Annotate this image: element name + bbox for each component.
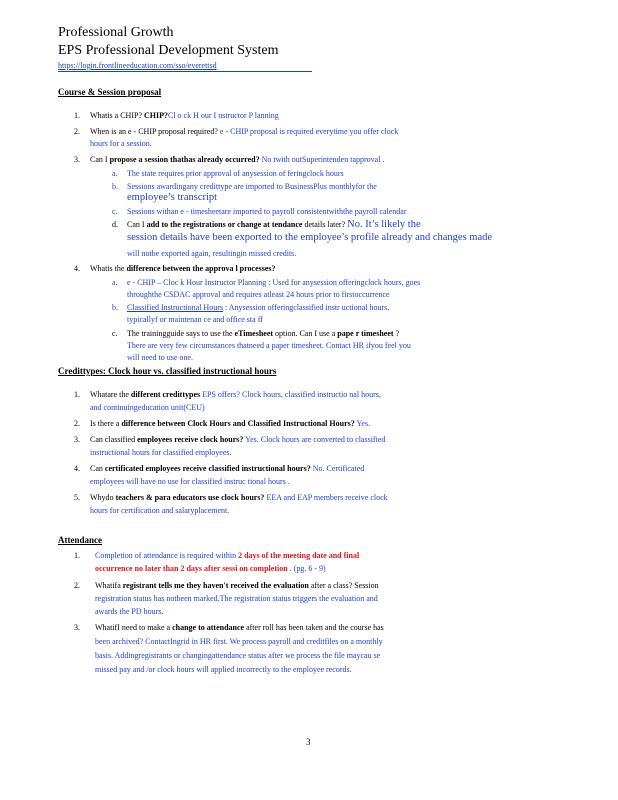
subitem-continuation: employee’s transcript <box>127 192 218 203</box>
term-underlined: Classified Instructional Hours <box>127 303 223 312</box>
question-bold: certificated employees receive classified instructional hours? <box>104 464 311 473</box>
faq-item-credit-types <box>90 389 381 401</box>
question-text: Can I <box>127 220 147 229</box>
question-bold: different credittypes <box>130 390 201 399</box>
sublist-letter: c. <box>112 207 118 216</box>
list-number: 2. <box>74 127 80 136</box>
answer-continuation: session details have been exported to the employee’s profile already and changes made <box>127 232 493 243</box>
sublist-letter: b. <box>112 303 118 312</box>
question-text: Whatifa <box>95 581 123 590</box>
answer-continuation: registration status has notbeen marked.The registration status triggers the evaluation and <box>95 594 378 603</box>
faq-item-change-attendance <box>95 622 384 634</box>
list-number: 3. <box>74 623 80 632</box>
answer-continuation: been archived? ContactIngrid in HR first. We process payroll and creditfiles on a monthly <box>95 637 383 646</box>
answer-text: Yes. Clock hours are converted to classified <box>243 435 386 444</box>
subitem-text: e - CHIP – Cloc k Hour Instructor Planning : Used for anysession offeringclock hours, goes <box>127 278 421 287</box>
question-bold: change to attendance <box>172 623 245 632</box>
list-number: 3. <box>74 155 80 164</box>
section-heading-credit-types: Credittypes: Clock hour vs. classified instructional hours <box>58 366 277 376</box>
question-text: WhatifI need to make a <box>95 623 173 632</box>
answer-continuation: There are very few circumstances thatneed a paper timesheet. Contact HR ifyou feel you <box>127 341 411 350</box>
question-bold: pape r timesheet <box>337 329 394 338</box>
question-bold: propose a session thathas already occurred? <box>109 155 260 164</box>
question-text: Can <box>90 464 105 473</box>
sublist-letter: c. <box>112 329 118 338</box>
faq-item-evaluation <box>95 580 379 592</box>
question-bold: teachers & para educators use clock hours? <box>115 493 265 502</box>
subitem-text: : Anysession offeringclassified instr uctional hours, <box>222 303 390 312</box>
question-text: after roll has been taken and the course has <box>244 623 384 632</box>
subitem-text: Sessions awardingany credittype are imported to BusinessPlus monthlyfor the <box>127 182 377 191</box>
answer-text: EPS offers? Clock hours, classified instructio nal hours, <box>200 390 381 399</box>
question-bold: eTimesheet <box>234 329 276 338</box>
list-number: 4. <box>74 264 80 273</box>
list-number: 1. <box>74 551 80 560</box>
faq-item-what-is-chip <box>90 110 279 122</box>
answer-text: Completion of attendance is required within <box>95 551 239 560</box>
subitem-classified-hours <box>127 302 389 314</box>
document-title-line1: Professional Growth <box>58 25 174 40</box>
answer-continuation: missed pay and /or clock hours will applied incorrectly to the employee records. <box>95 665 352 674</box>
list-number: 2. <box>74 419 80 428</box>
subitem-paper-timesheet <box>127 328 399 340</box>
faq-item-certificated-hours <box>90 463 364 475</box>
faq-item-when-chip-required <box>90 126 398 138</box>
subitem-continuation: typicallyf or maintenan ce and office sta ff <box>127 315 263 324</box>
list-number: 5. <box>74 493 80 502</box>
answer-continuation: awards the PD hours. <box>95 607 164 616</box>
answer-continuation: instructional hours for classified employees. <box>90 448 232 457</box>
answer-text: EEA and EAP members receive clock <box>264 493 388 502</box>
answer-continuation: employees will have no use for classified instruc tional hours . <box>90 477 290 486</box>
sublist-letter: d. <box>112 220 118 229</box>
subitem-continuation: throughthe CSDAC approval and requires atleast 24 hours prior to firstoccurrence <box>127 290 390 299</box>
subitem-text: Sessions withan e - timesheetare imported to payroll consistentwiththe payroll calendar <box>127 207 407 216</box>
answer-text: Yes. <box>354 419 371 428</box>
document-title-line2: EPS Professional Development System <box>58 43 279 58</box>
faq-item-propose-past-session <box>90 154 384 166</box>
question-bold: difference between the approva l processes? <box>126 264 276 273</box>
section-heading-course-session: Course & Session proposal <box>58 87 162 97</box>
section-heading-attendance: Attendance <box>58 535 102 545</box>
subitem-add-registrations <box>127 219 421 231</box>
answer-text: e - CHIP proposal is required everytime you offer clock <box>219 127 399 136</box>
answer-continuation: basis. Addingregistrants or changingattendance status after we process the file maycau se <box>95 651 381 660</box>
answer-text: . (pg. 6 - 9) <box>287 564 326 573</box>
answer-text: No. Certificated <box>310 464 365 473</box>
question-bold: employees receive clock hours? <box>137 435 244 444</box>
faq-item-completion-deadline <box>95 550 359 562</box>
question-text: Can I <box>90 155 110 164</box>
answer-continuation: will need to use one. <box>127 353 193 362</box>
deadline-text: 2 days of the meeting date and final <box>238 551 360 560</box>
question-text: Is there a <box>90 419 122 428</box>
question-text: Can classified <box>90 435 138 444</box>
question-text: When is an e - CHIP proposal required? <box>90 127 220 136</box>
question-text: details later? <box>302 220 348 229</box>
answer-continuation: hours for certification and salaryplacement. <box>90 506 230 515</box>
faq-item-approval-processes <box>90 263 276 275</box>
list-number: 4. <box>74 464 80 473</box>
answer-text: No twith outSuperintenden tapproval . <box>259 155 385 164</box>
list-number: 3. <box>74 435 80 444</box>
list-number: 1. <box>74 111 80 120</box>
question-text: after a class? Session <box>308 581 379 590</box>
question-text: option. Can I use a <box>275 329 338 338</box>
question-text: Whatis a CHIP? <box>90 111 144 120</box>
sublist-letter: b. <box>112 182 118 191</box>
subitem-text: The state requires prior approval of anysession of feringclock hours <box>127 169 344 178</box>
question-text: The trainingguide says to use the <box>127 329 235 338</box>
list-number: 1. <box>74 390 80 399</box>
frontline-login-link[interactable]: https://login.frontlineeducation.com/sso/everettsd <box>58 61 217 70</box>
faq-item-difference <box>90 418 370 430</box>
question-bold: CHIP? <box>144 111 168 120</box>
question-text: Whatis the <box>90 264 127 273</box>
sublist-letter: a. <box>112 278 118 287</box>
sublist-letter: a. <box>112 169 118 178</box>
answer-text: Cl o ck H our I nstructor P lanning <box>168 111 279 120</box>
answer-continuation: will notbe exported again, resultingin missed credits. <box>127 249 297 258</box>
link-underline-rule <box>58 71 312 72</box>
faq-item-classified-clock-hours <box>90 434 385 446</box>
question-bold: registrant tells me they haven't received the evaluation <box>122 581 309 590</box>
deadline-text: occurrence no later than 2 days after sessi on completion <box>95 564 288 573</box>
page-number: 3 <box>306 737 311 747</box>
list-number: 2. <box>74 581 80 590</box>
question-text: ? <box>393 329 400 338</box>
answer-continuation: and continuingeducation unit(CEU) <box>90 403 205 412</box>
question-text: Whatare the <box>90 390 131 399</box>
answer-continuation: hours for a session. <box>90 139 152 148</box>
answer-text: No. It’s likely the <box>347 219 421 230</box>
answer-continuation <box>95 563 326 575</box>
faq-item-teachers-clock-hours <box>90 492 388 504</box>
question-bold: difference between Clock Hours and Classified Instructional Hours? <box>121 419 355 428</box>
question-text: Whydo <box>90 493 116 502</box>
question-bold: add to the registrations or change at tendance <box>146 220 303 229</box>
